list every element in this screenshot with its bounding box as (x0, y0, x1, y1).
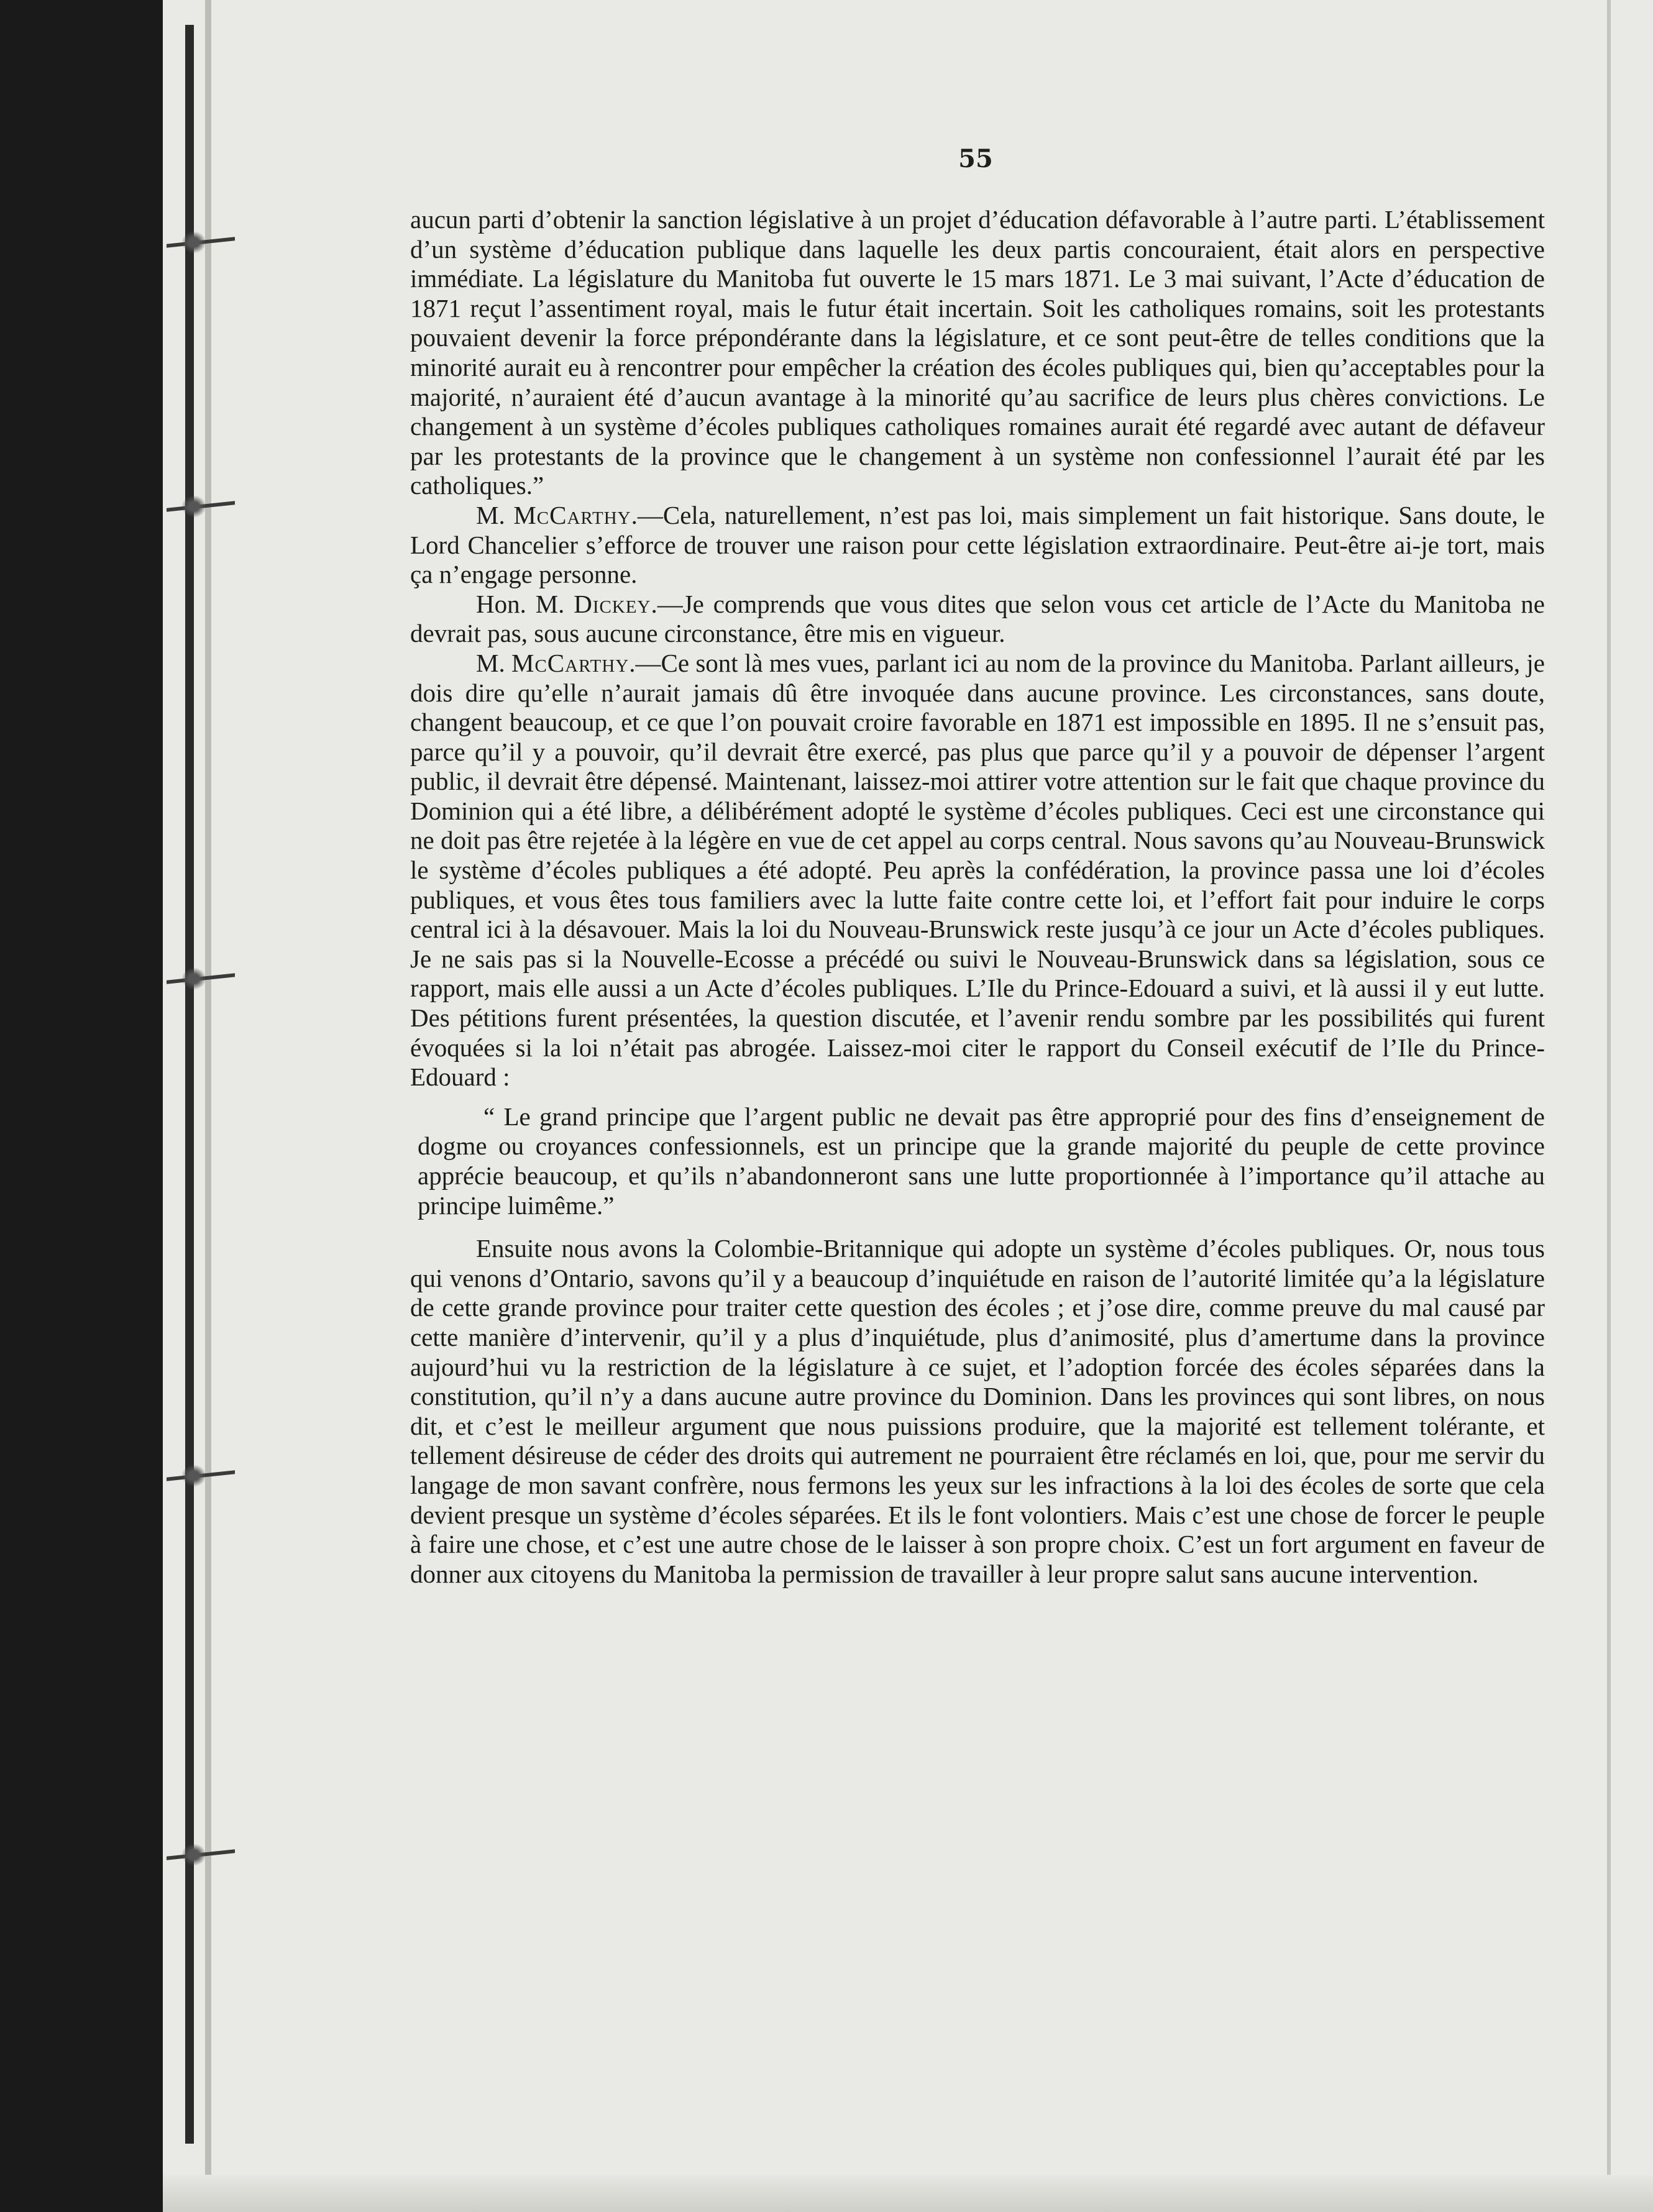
binding-stitch (167, 500, 235, 513)
paragraph (410, 205, 1545, 501)
binding-gutter (0, 0, 163, 2212)
speaker-name: McCarthy (513, 500, 631, 529)
paragraph (410, 1234, 1545, 1589)
quote-text: “ Le grand principe que l’argent public ne devait pas être approprié pour des fins d’enseignement de dogme ou croyances confessionnels, est un principe que la grande majorité du peuple de cette province apprécie beaucoup, et qu’ils n’abandonneront sans une lutte proportionnée à l’importance qu’il attache au principe luimême.” (418, 1102, 1545, 1220)
speaker-prefix: M. (476, 500, 514, 529)
speaker-name: McCarthy (511, 648, 630, 677)
paragraph (410, 501, 1545, 590)
binding-stitch (167, 236, 235, 249)
binding-stitch (167, 1469, 235, 1482)
paragraph-text: .—Je comprends que vous dites que selon vous cet article de l’Acte du Manitoba ne devrait pas, sous aucune circonstance, être mis en vigueur. (410, 589, 1545, 648)
body-text (410, 205, 1545, 1589)
page-left-edge (205, 0, 211, 2212)
binding-thread (185, 25, 194, 2144)
page-bottom-shadow (163, 2175, 1653, 2212)
page-right-edge (1607, 0, 1611, 2175)
speaker-prefix: M. (476, 648, 511, 677)
paragraph (410, 590, 1545, 649)
page-number: 55 (958, 144, 993, 173)
speaker-prefix: Hon. M. (476, 589, 574, 618)
paragraph-text: .—Cela, naturellement, n’est pas loi, mais simplement un fait historique. Sans doute, le Lord Chancelier s’efforce de trouver une raison pour cette législation extraordinaire. Peut-être ai-je tort, mais ça n’engage personne. (410, 500, 1545, 589)
binding-stitch (167, 972, 235, 985)
paragraph-text: aucun parti d’obtenir la sanction législative à un projet d’éducation défavorable à l’autre parti. L’établissement d’un système d’éducation publique dans laquelle les deux partis concouraient, était alors en perspective immédiate. La législature du Manitoba fut ouverte le 15 mars 1871. Le 3 mai suivant, l’Acte d’éducation de 1871 reçut l’assentiment royal, mais le futur était incertain. Soit les catholiques romains, soit les protestants pouvaient devenir la force prépondérante dans la législature, et ce sont peut-être de telles conditions que la minorité aurait eu à rencontrer pour empêcher la création des écoles publiques qui, bien qu’acceptables pour la majorité, n’auraient été d’aucun avantage à la minorité qu’au sacrifice de leurs plus chères convictions. Le changement à un système d’écoles publiques catholiques romaines aurait été regardé avec autant de défaveur par les protestants de la province que le changement à un système non confessionnel l’aurait été par les catholiques.” (410, 205, 1545, 500)
binding-stitch (167, 1849, 235, 1861)
speaker-name: Dickey (574, 589, 651, 618)
paragraph-text: Ensuite nous avons la Colombie-Britannique qui adopte un système d’écoles publiques. Or, nous tous qui venons d’Ontario, savons qu’il y a beaucoup d’inquiétude en raison de l’autorité limitée qu’a la législature de cette grande province pour traiter cette question des écoles ; et j’ose dire, comme preuve du mal causé par cette manière d’intervenir, qu’il y a plus d’inquiétude, plus d’animosité, plus d’amertume dans la province aujourd’hui vu la restriction de la législature à ce sujet, et l’adoption forcée des écoles séparées dans la constitution, qu’il n’y a dans aucune autre province du Dominion. Dans les provinces qui sont libres, on nous dit, et c’est le meilleur argument que nous puissions produire, que la majorité est tellement tolérante, et tellement désireuse de céder des droits qui autrement ne pourraient être réclamés en loi, que, pour me servir du langage de mon savant confrère, nous fermons les yeux sur les infractions à la loi des écoles de sorte que cela devient presque un système d’écoles séparées. Et ils le font volontiers. Mais c’est une chose de forcer le peuple à faire une chose, et c’est une autre chose de le laisser à son propre choix. C’est un fort argument en faveur de donner aux citoyens du Manitoba la permission de travailler à leur propre salut sans aucune intervention. (410, 1234, 1545, 1588)
paragraph-text: .—Ce sont là mes vues, parlant ici au nom de la province du Manitoba. Parlant ailleurs, je dois dire qu’elle n’aurait jamais dû être invoquée dans aucune province. Les circonstances, sans doute, changent beaucoup, et ce que l’on pouvait croire favorable en 1871 est impossible en 1895. Il ne s’ensuit pas, parce qu’il y a pouvoir, qu’il devrait être exercé, pas plus que parce qu’il y a pouvoir de dépenser l’argent public, il devrait être dépensé. Maintenant, laissez-moi attirer votre attention sur le fait que chaque province du Dominion qui a été libre, a délibérément adopté le système d’écoles publiques. Ceci est une circonstance qui ne doit pas être rejetée à la légère en vue de cet appel au corps central. Nous savons qu’au Nouveau-Brunswick le système d’écoles publiques a été adopté. Peu après la confédération, la province passa une loi d’écoles publiques, et vous êtes tous familiers avec la lutte faite contre cette loi, et l’effort fait pour induire le corps central ici à la désavouer. Mais la loi du Nouveau-Brunswick reste jusqu’à ce jour un Acte d’écoles publiques. Je ne sais pas si la Nouvelle-Ecosse a précédé ou suivi le Nouveau-Brunswick dans sa législation, sous ce rapport, mais elle aussi a un Acte d’écoles publiques. L’Ile du Prince-Edouard a suivi, et là aussi il y eut lutte. Des pétitions furent présentées, la question discutée, et l’avenir rendu sombre par les possibilités qui furent évoquées si la loi n’était pas abrogée. Laissez-moi citer le rapport du Conseil exécutif de l’Ile du Prince-Edouard : (410, 648, 1545, 1092)
block-quote (418, 1102, 1545, 1220)
paragraph (410, 649, 1545, 1092)
